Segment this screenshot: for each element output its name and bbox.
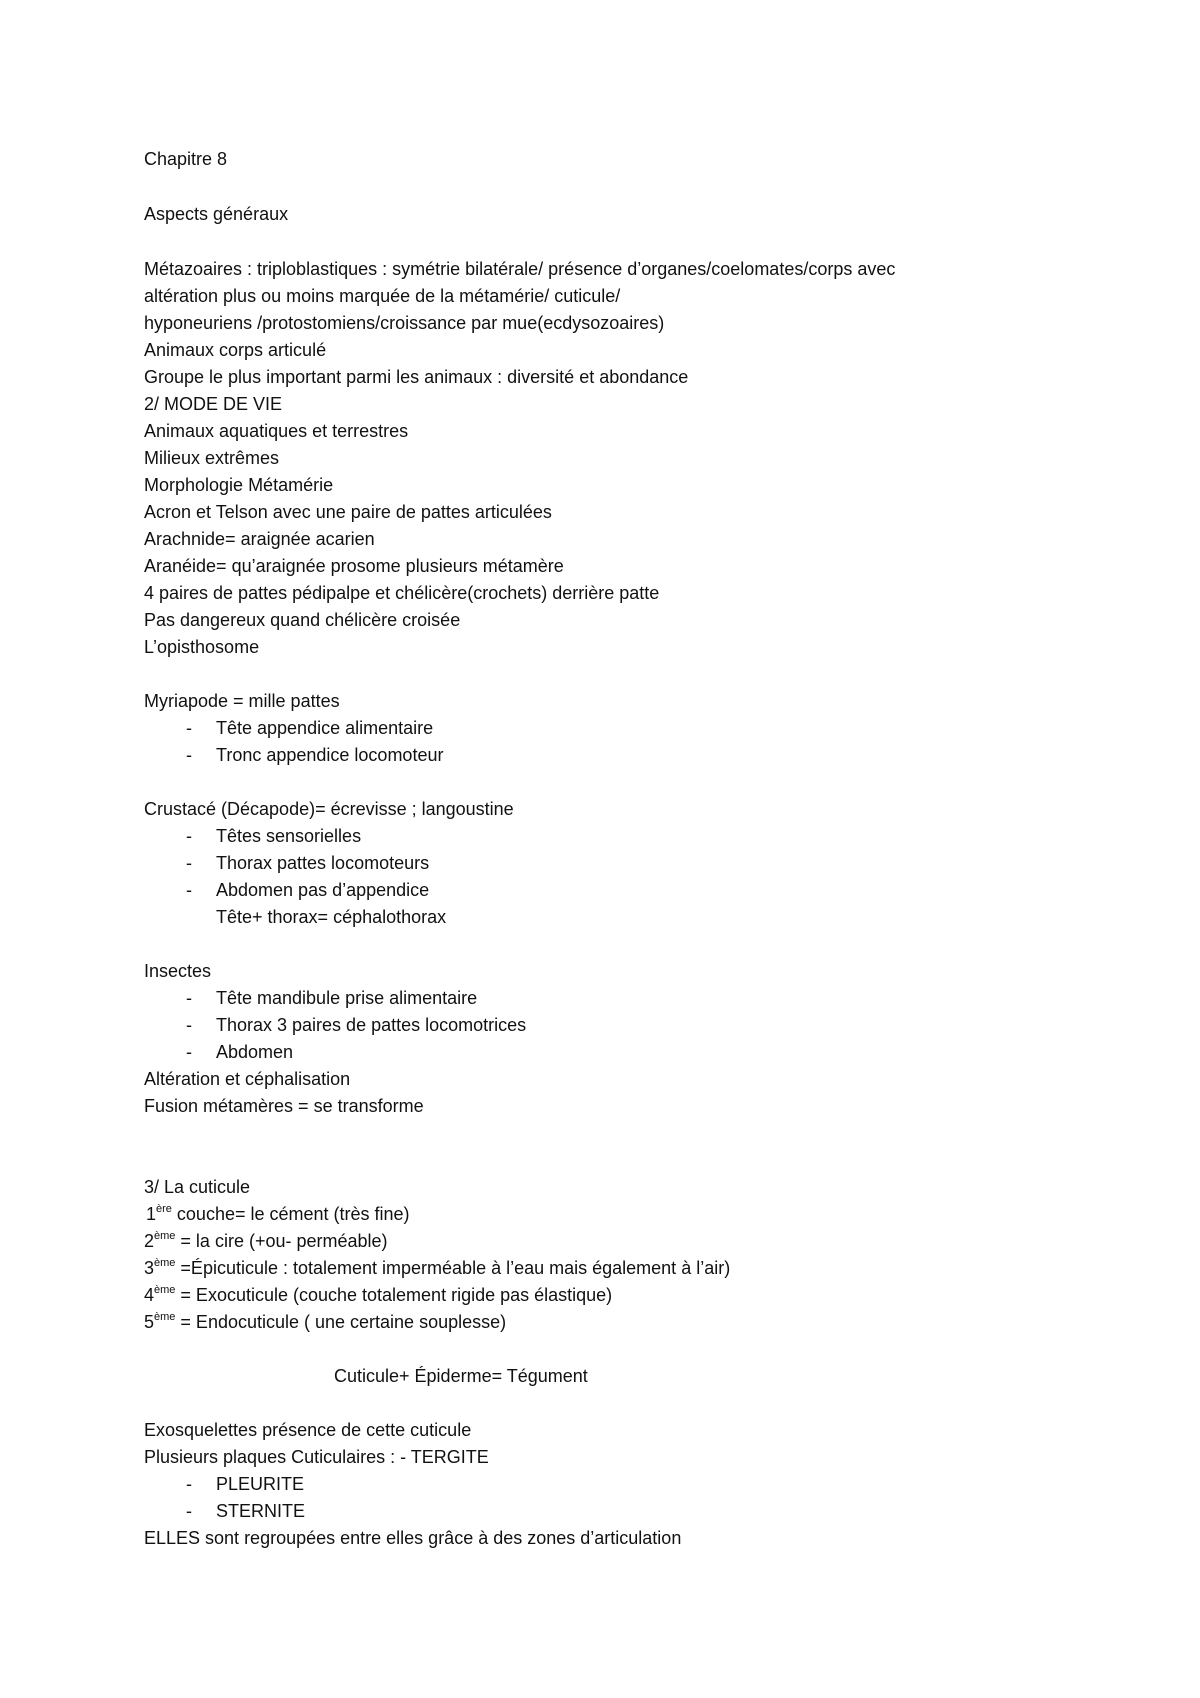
intro-line: Animaux corps articulé (144, 340, 327, 360)
bullet-dash: - (186, 1501, 192, 1521)
text-line: Altération et céphalisation (144, 1069, 351, 1089)
crustace-note: Tête+ thorax= céphalothorax (216, 907, 447, 927)
bullet-dash: - (186, 718, 192, 738)
intro-line: altération plus ou moins marquée de la métamérie/ cuticule/ (144, 286, 621, 306)
bullet-dash: - (186, 1042, 192, 1062)
crustace-title: Crustacé (Décapode)= écrevisse ; langoustine (144, 799, 514, 819)
section-title: Aspects généraux (144, 204, 289, 224)
list-item: Têtes sensorielles (216, 826, 362, 846)
intro-line: L’opisthosome (144, 637, 260, 657)
intro-line: Arachnide= araignée acarien (144, 529, 375, 549)
intro-line: Groupe le plus important parmi les animaux : diversité et abondance (144, 367, 689, 387)
bullet-dash: - (186, 1015, 192, 1035)
list-item: PLEURITE (216, 1474, 305, 1494)
intro-line: hyponeuriens /protostomiens/croissance par mue(ecdysozoaires) (144, 313, 665, 333)
intro-line: Acron et Telson avec une paire de pattes articulées (144, 502, 552, 522)
list-item: Tête appendice alimentaire (216, 718, 434, 738)
text-line: ELLES sont regroupées entre elles grâce à des zones d’articulation (144, 1528, 682, 1548)
cuticule-layer-3: 3ème =Épicuticule : totalement imperméable à l’eau mais également à l’air) (144, 1257, 731, 1278)
chapter-title: Chapitre 8 (144, 149, 228, 169)
intro-line: Milieux extrêmes (144, 448, 280, 468)
list-item: Tête mandibule prise alimentaire (216, 988, 478, 1008)
list-item: Tronc appendice locomoteur (216, 745, 444, 765)
list-item: Abdomen (216, 1042, 294, 1062)
bullet-dash: - (186, 826, 192, 846)
text-line: Exosquelettes présence de cette cuticule (144, 1420, 472, 1440)
cuticule-layer-4: 4ème = Exocuticule (couche totalement rigide pas élastique) (144, 1284, 613, 1305)
bullet-dash: - (186, 853, 192, 873)
myriapode-title: Myriapode = mille pattes (144, 691, 340, 711)
bullet-dash: - (186, 745, 192, 765)
intro-line: Animaux aquatiques et terrestres (144, 421, 409, 441)
text-line: Plusieurs plaques Cuticulaires : - TERGITE (144, 1447, 489, 1467)
tegument-formula: Cuticule+ Épiderme= Tégument (334, 1366, 588, 1386)
cuticule-layer-2: 2ème = la cire (+ou- perméable) (144, 1230, 388, 1251)
intro-line: 4 paires de pattes pédipalpe et chélicère(crochets) derrière patte (144, 583, 660, 603)
insectes-title: Insectes (144, 961, 212, 981)
section-heading: 2/ MODE DE VIE (144, 394, 283, 414)
list-item: Thorax pattes locomoteurs (216, 853, 430, 873)
bullet-dash: - (186, 1474, 192, 1494)
list-item: Abdomen pas d’appendice (216, 880, 430, 900)
intro-line: Aranéide= qu’araignée prosome plusieurs métamère (144, 556, 564, 576)
cuticule-title: 3/ La cuticule (144, 1177, 251, 1197)
bullet-dash: - (186, 880, 192, 900)
cuticule-layer-1: 1ère couche= le cément (très fine) (146, 1203, 410, 1224)
intro-line: Pas dangereux quand chélicère croisée (144, 610, 461, 630)
bullet-dash: - (186, 988, 192, 1008)
intro-line: Métazoaires : triploblastiques : symétrie bilatérale/ présence d’organes/coelomates/corps avec (144, 259, 896, 279)
cuticule-layer-5: 5ème = Endocuticule ( une certaine souplesse) (144, 1311, 507, 1332)
list-item: Thorax 3 paires de pattes locomotrices (216, 1015, 527, 1035)
list-item: STERNITE (216, 1501, 306, 1521)
text-line: Fusion métamères = se transforme (144, 1096, 424, 1116)
intro-line: Morphologie Métamérie (144, 475, 334, 495)
